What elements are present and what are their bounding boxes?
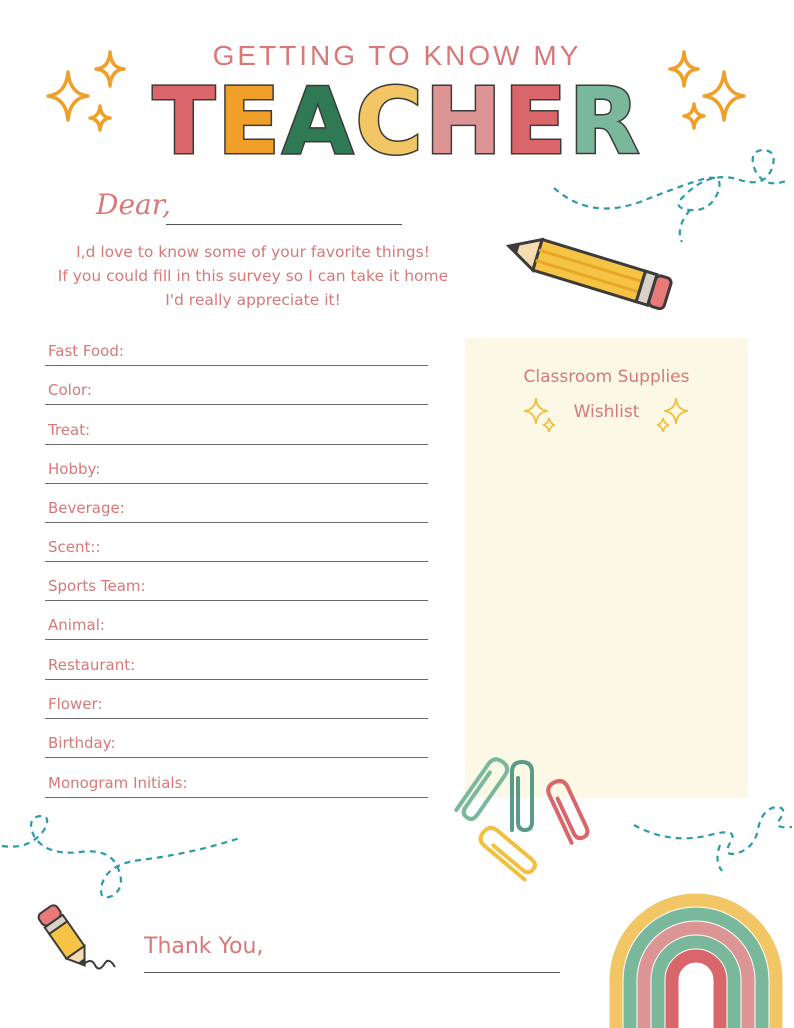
title-letter: A (282, 68, 356, 175)
field-animal[interactable] (45, 601, 428, 640)
wishlist-subtitle: Wishlist (573, 402, 640, 422)
field-label: Animal: (48, 616, 105, 634)
field-sports-team[interactable] (45, 562, 428, 601)
field-restaurant[interactable] (45, 641, 428, 680)
field-label: Hobby: (48, 460, 101, 478)
field-flower[interactable] (45, 680, 428, 719)
field-treat[interactable] (45, 406, 428, 445)
field-hobby[interactable] (45, 445, 428, 484)
closing-text: Thank You, (144, 934, 264, 959)
title-letter: H (424, 68, 504, 175)
field-label: Monogram Initials: (48, 774, 188, 792)
field-label: Restaurant: (48, 656, 136, 674)
sparkle-icon (654, 396, 690, 436)
title-letter: E (217, 68, 283, 175)
dashed-doodle-decoration (630, 795, 794, 875)
field-label: Scent:: (48, 538, 101, 556)
intro-line: If you could fill in this survey so I can take it home (57, 267, 449, 285)
field-fast-food[interactable] (45, 327, 428, 366)
sparkle-icon (522, 396, 558, 436)
title-letter: R (568, 68, 642, 175)
field-label: Flower: (48, 695, 103, 713)
signature-line[interactable] (144, 972, 560, 973)
greeting: Dear, (96, 188, 171, 221)
greeting-name-line[interactable] (166, 224, 402, 225)
rainbow-icon (600, 880, 794, 1028)
title-letter: E (503, 68, 569, 175)
field-monogram-initials[interactable] (45, 759, 428, 798)
wishlist-title: Classroom Supplies (523, 367, 690, 387)
field-label: Birthday: (48, 734, 116, 752)
paperclip-icon (450, 750, 595, 885)
field-label: Color: (48, 381, 92, 399)
intro-line: I,d love to know some of your favorite things! (76, 243, 430, 261)
field-color[interactable] (45, 366, 428, 405)
field-label: Beverage: (48, 499, 125, 517)
pencil-icon (495, 232, 680, 310)
intro-text (30, 240, 476, 312)
field-scent[interactable] (45, 523, 428, 562)
field-birthday[interactable] (45, 719, 428, 758)
title-letter: C (355, 68, 425, 175)
field-label: Sports Team: (48, 577, 146, 595)
pencil-icon (25, 895, 120, 980)
field-label: Treat: (48, 421, 91, 439)
page-subtitle: GETTING TO KNOW MY (212, 40, 582, 71)
field-beverage[interactable] (45, 484, 428, 523)
intro-line: I'd really appreciate it! (165, 291, 341, 309)
title-letter: T (152, 68, 218, 175)
field-label: Fast Food: (48, 342, 124, 360)
